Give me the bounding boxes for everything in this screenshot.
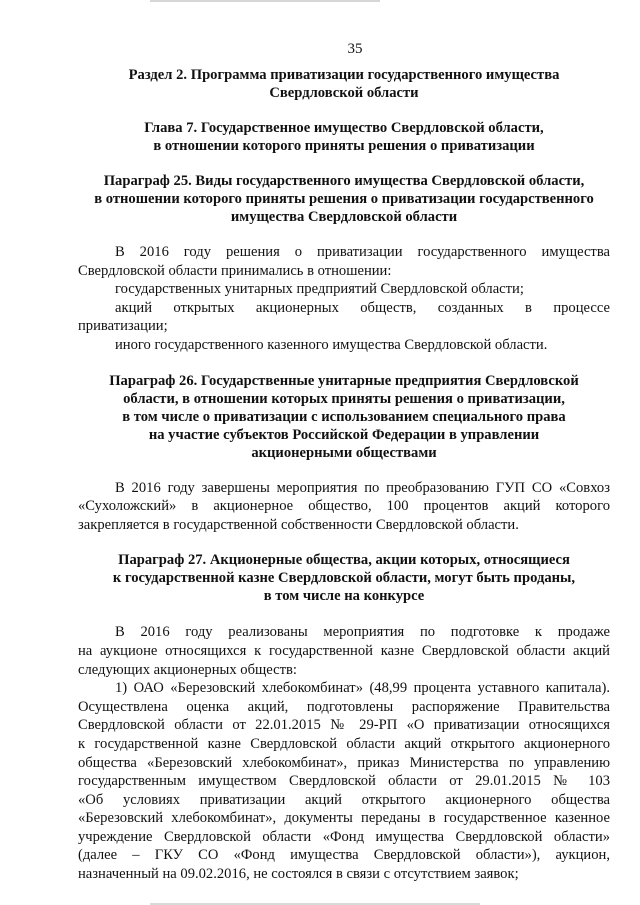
heading-line: Параграф 25. Виды государственного имущества Свердловской области, [103, 173, 585, 189]
paragraph-26-heading [78, 372, 610, 462]
text-line: назначенный на 09.02.2016, не состоялся в связи с отсутствием заявок; [78, 866, 519, 883]
text-line: (далее – ГКУ СО «Фонд имущества Свердловской области»), аукцион, [78, 847, 610, 864]
paragraph-25-body [78, 243, 610, 355]
section-heading [78, 66, 610, 102]
text-line: 1) ОАО «Березовский хлебокомбинат» (48,99 процента уставного капитала). [115, 680, 610, 697]
text-line: «Об условиях приватизации акций открытого акционерного общества [78, 791, 610, 808]
text-line: государственным имуществом Свердловской области от 29.01.2015 № 103 [78, 773, 610, 790]
heading-line: акционерными обществами [251, 444, 437, 461]
heading-line: в том числе на конкурсе [263, 588, 425, 605]
text-line: Свердловской области от 22.01.2015 № 29-РП «О приватизации относящихся [78, 717, 610, 734]
text-line: государственных унитарных предприятий Свердловской области; [115, 281, 524, 298]
text-line: на аукционе относящихся к государственной казне Свердловской области акций [78, 642, 610, 659]
text-line: общества «Березовский хлебокомбинат», приказ Министерства по управлению [78, 754, 610, 771]
paragraph-26-body [78, 479, 610, 535]
heading-line: в том числе о приватизации с использованием специального права [122, 408, 566, 425]
heading-line: области, в отношении которых приняты решения о приватизации, [123, 390, 565, 407]
heading-line: на участие субъектов Российской Федерации в управлении [148, 426, 540, 443]
text-line: В 2016 году реализованы мероприятия по подготовке к продаже [115, 624, 610, 641]
heading-line: Глава 7. Государственное имущество Свердловской области, [144, 120, 544, 136]
text-line: «Березовский хлебокомбинат», документы переданы в государственное казенное [78, 810, 610, 827]
heading-line: Свердловской области [269, 85, 419, 101]
scan-edge-top [150, 0, 380, 2]
text-line: учреждение Свердловской области «Фонд имущества Свердловской области» [78, 828, 610, 845]
text-line: Осуществлена оценка акций, подготовлены распоряжение Правительства [78, 698, 610, 715]
heading-line: в отношении которого приняты решения о приватизации [153, 138, 535, 154]
text-line: В 2016 году решения о приватизации государственного имущества [115, 244, 610, 260]
text-line: к государственной казне Свердловской области акций открытого акционерного [78, 735, 610, 752]
chapter-heading [78, 119, 610, 155]
paragraph-27-body [78, 623, 610, 883]
heading-line: Параграф 26. Государственные унитарные предприятия Свердловской [109, 372, 579, 389]
page-content [78, 40, 610, 884]
heading-line: Параграф 27. Акционерные общества, акции которых, относящиеся [118, 552, 570, 569]
heading-line: имущества Свердловской области [230, 209, 458, 225]
heading-line: Раздел 2. Программа приватизации государственного имущества [128, 67, 560, 83]
text-line: приватизации; [78, 318, 168, 335]
text-line: закрепляется в государственной собственности Свердловской области. [78, 516, 519, 533]
text-line: акций открытых акционерных обществ, созданных в процессе [115, 299, 610, 316]
heading-line: к государственной казне Свердловской области, могут быть проданы, [112, 570, 576, 587]
text-line: иного государственного казенного имущества Свердловской области. [115, 336, 548, 353]
text-line: «Сухоложский» в акционерное общество, 100 процентов акций которого [78, 498, 610, 515]
text-line: Свердловской области принимались в отношении: [78, 262, 392, 279]
heading-line: в отношении которого приняты решения о приватизации государственного [94, 191, 594, 207]
paragraph-25-heading [78, 172, 610, 226]
text-line: следующих акционерных обществ: [78, 661, 297, 678]
text-line: В 2016 году завершены мероприятия по преобразованию ГУП СО «Совхоз [115, 479, 610, 496]
page-number: 35 [347, 41, 363, 57]
paragraph-27-heading [78, 551, 610, 605]
